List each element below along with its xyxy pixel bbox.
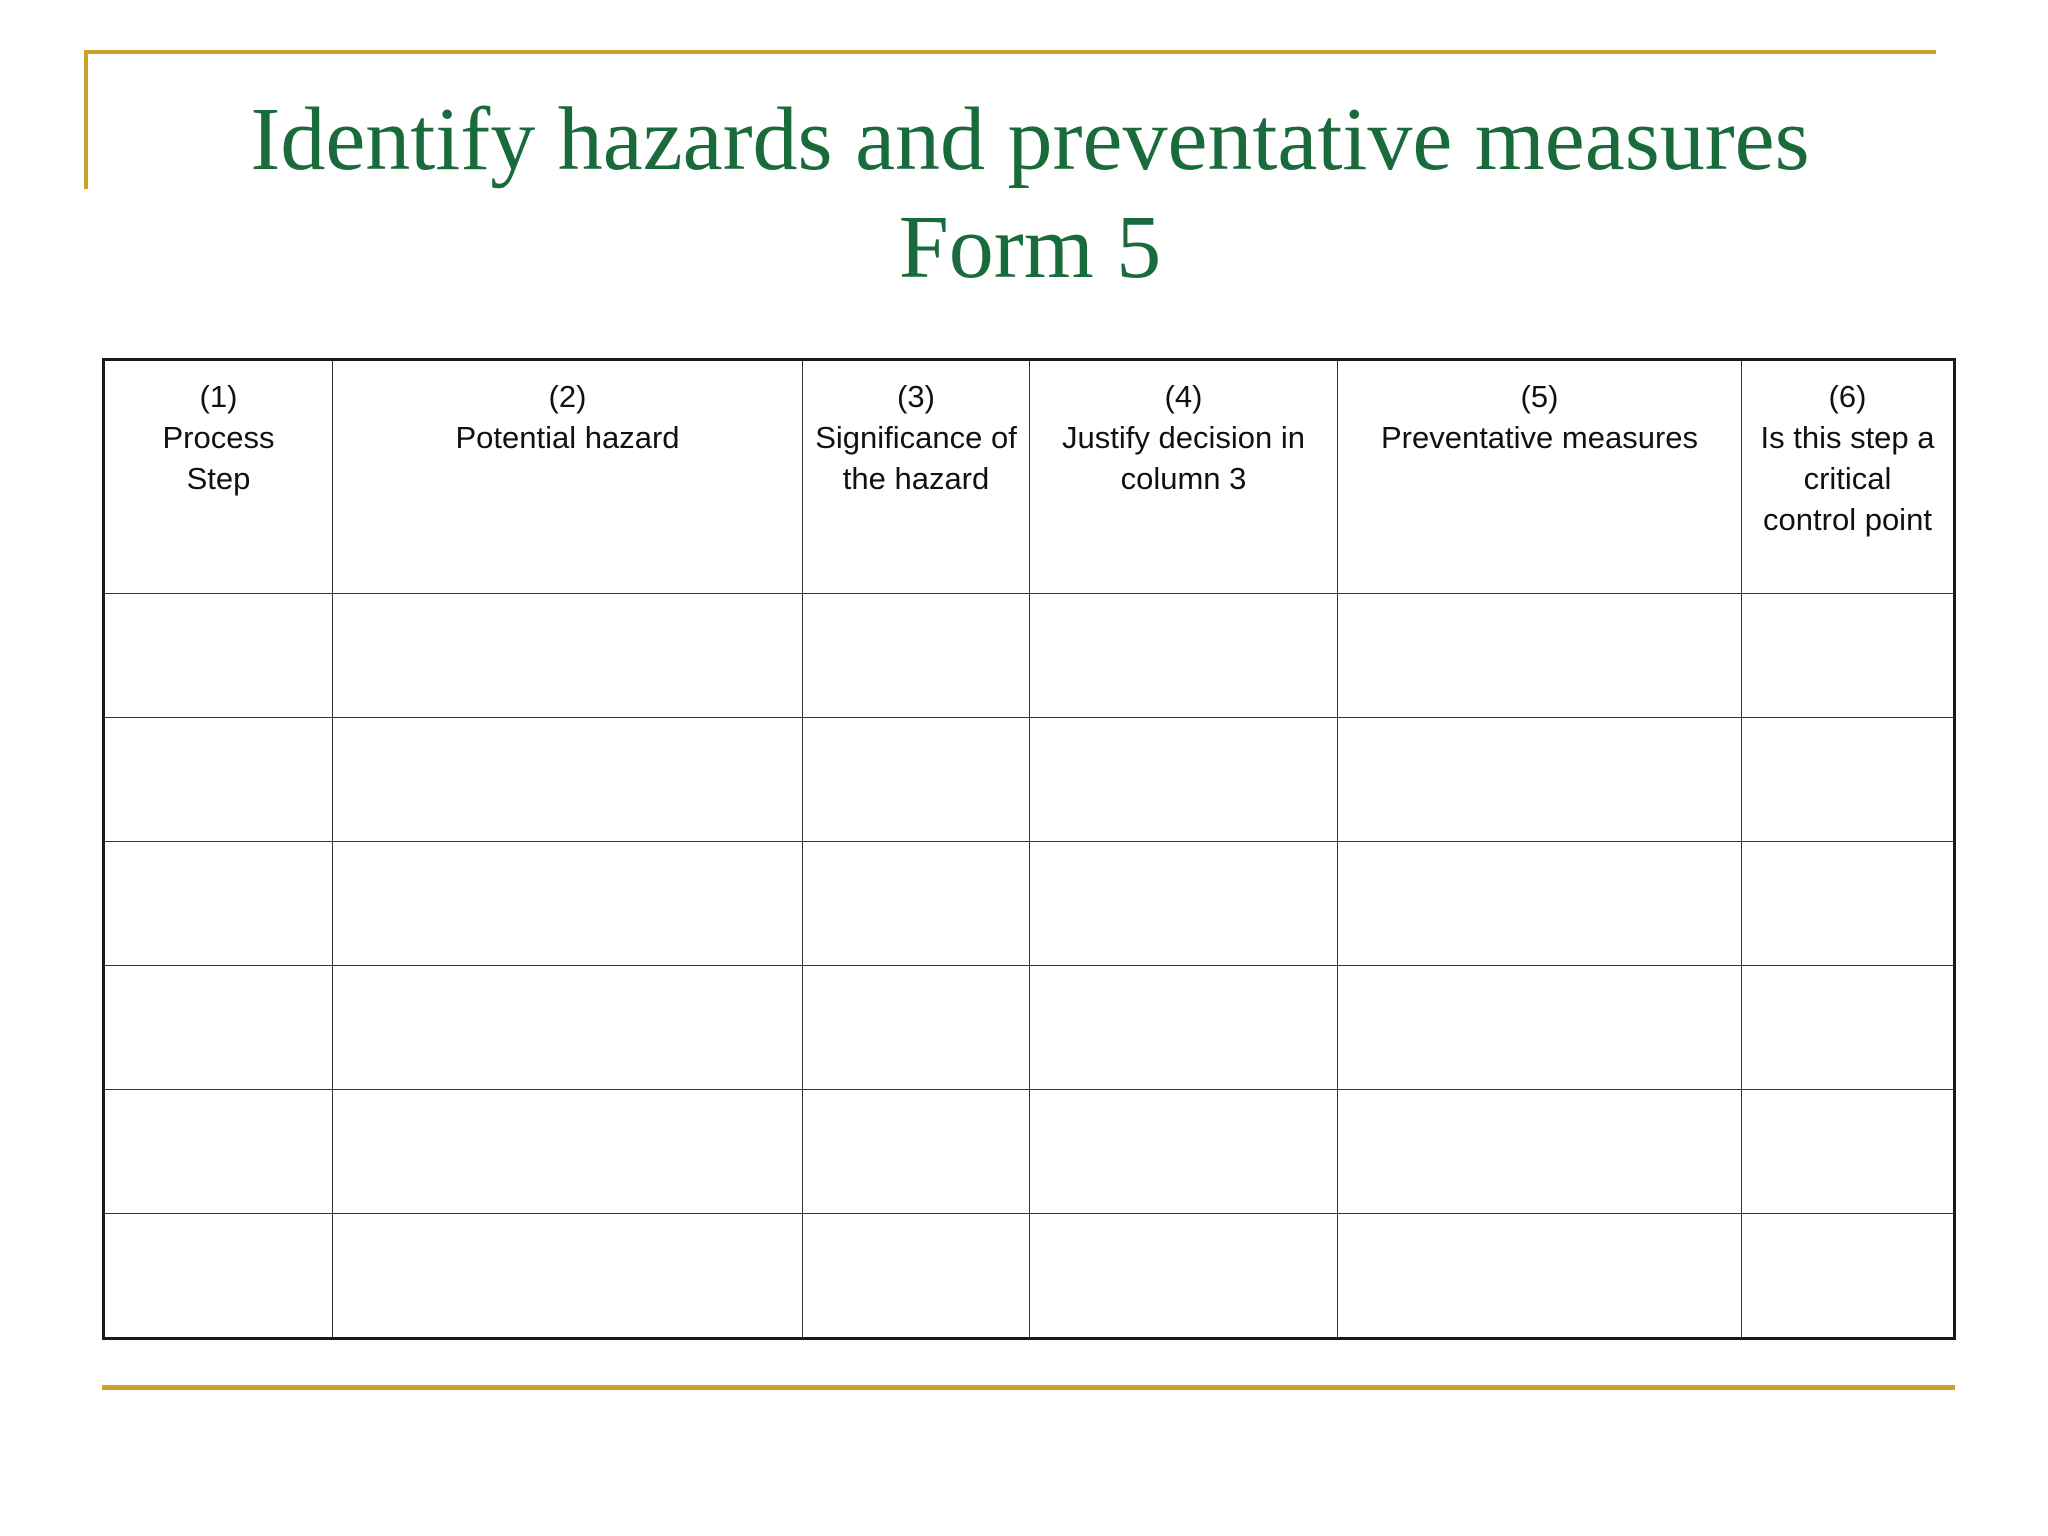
column-number: (2)	[548, 379, 587, 414]
table-cell[interactable]	[333, 718, 803, 842]
table-cell[interactable]	[104, 1090, 333, 1214]
column-label: Justify decision in column 3	[1062, 420, 1305, 496]
table-cell[interactable]	[803, 966, 1030, 1090]
table-cell[interactable]	[104, 966, 333, 1090]
table-row	[104, 842, 1955, 966]
column-label: Significance of the hazard	[815, 420, 1017, 496]
column-header-process-step	[104, 360, 333, 594]
table-cell[interactable]	[104, 718, 333, 842]
table-cell[interactable]	[1742, 718, 1955, 842]
table-cell[interactable]	[1030, 1090, 1338, 1214]
table-cell[interactable]	[1030, 1214, 1338, 1339]
table-cell[interactable]	[104, 1214, 333, 1339]
table-cell[interactable]	[1030, 966, 1338, 1090]
table-cell[interactable]	[333, 842, 803, 966]
table-cell[interactable]	[803, 594, 1030, 718]
table-cell[interactable]	[1742, 594, 1955, 718]
column-number: (5)	[1520, 379, 1559, 414]
table-cell[interactable]	[1030, 718, 1338, 842]
table-cell[interactable]	[1742, 842, 1955, 966]
table-cell[interactable]	[1742, 1090, 1955, 1214]
column-header-potential-hazard	[333, 360, 803, 594]
column-number: (6)	[1828, 379, 1867, 414]
page-title	[120, 86, 1940, 302]
table-cell[interactable]	[1338, 1214, 1742, 1339]
column-header-preventative-measures	[1338, 360, 1742, 594]
table-cell[interactable]	[104, 594, 333, 718]
table-cell[interactable]	[1338, 594, 1742, 718]
table-cell[interactable]	[1338, 966, 1742, 1090]
table-cell[interactable]	[1338, 842, 1742, 966]
column-header-critical-control-point	[1742, 360, 1955, 594]
table-cell[interactable]	[333, 1090, 803, 1214]
column-number: (4)	[1164, 379, 1203, 414]
title-line-1: Identify hazards and preventative measures	[250, 90, 1810, 189]
left-border-line	[84, 50, 88, 189]
title-line-2: Form 5	[898, 198, 1162, 297]
column-label: Preventative measures	[1380, 420, 1699, 455]
table-cell[interactable]	[1030, 842, 1338, 966]
table-cell[interactable]	[803, 1090, 1030, 1214]
table-cell[interactable]	[333, 966, 803, 1090]
table-cell[interactable]	[803, 842, 1030, 966]
column-number: (1)	[199, 379, 238, 414]
table-cell[interactable]	[803, 718, 1030, 842]
table-cell[interactable]	[1742, 966, 1955, 1090]
bottom-border-line	[102, 1385, 1955, 1390]
table-row	[104, 966, 1955, 1090]
table-row	[104, 1214, 1955, 1339]
table-cell[interactable]	[1338, 718, 1742, 842]
table-row	[104, 594, 1955, 718]
top-border-line	[84, 50, 1936, 54]
column-label: Is this step a critical control point	[1760, 420, 1935, 537]
column-header-significance	[803, 360, 1030, 594]
table-cell[interactable]	[1338, 1090, 1742, 1214]
table-cell[interactable]	[333, 594, 803, 718]
header-row	[104, 360, 1955, 594]
column-number: (3)	[897, 379, 935, 414]
column-header-justify-decision	[1030, 360, 1338, 594]
table-row	[104, 718, 1955, 842]
table-cell[interactable]	[1742, 1214, 1955, 1339]
hazard-form-table	[102, 358, 1956, 1340]
table-cell[interactable]	[1030, 594, 1338, 718]
column-label: Process Step	[162, 420, 275, 496]
table-cell[interactable]	[333, 1214, 803, 1339]
table-row	[104, 1090, 1955, 1214]
table-cell[interactable]	[803, 1214, 1030, 1339]
table-cell[interactable]	[104, 842, 333, 966]
column-label: Potential hazard	[455, 420, 680, 455]
